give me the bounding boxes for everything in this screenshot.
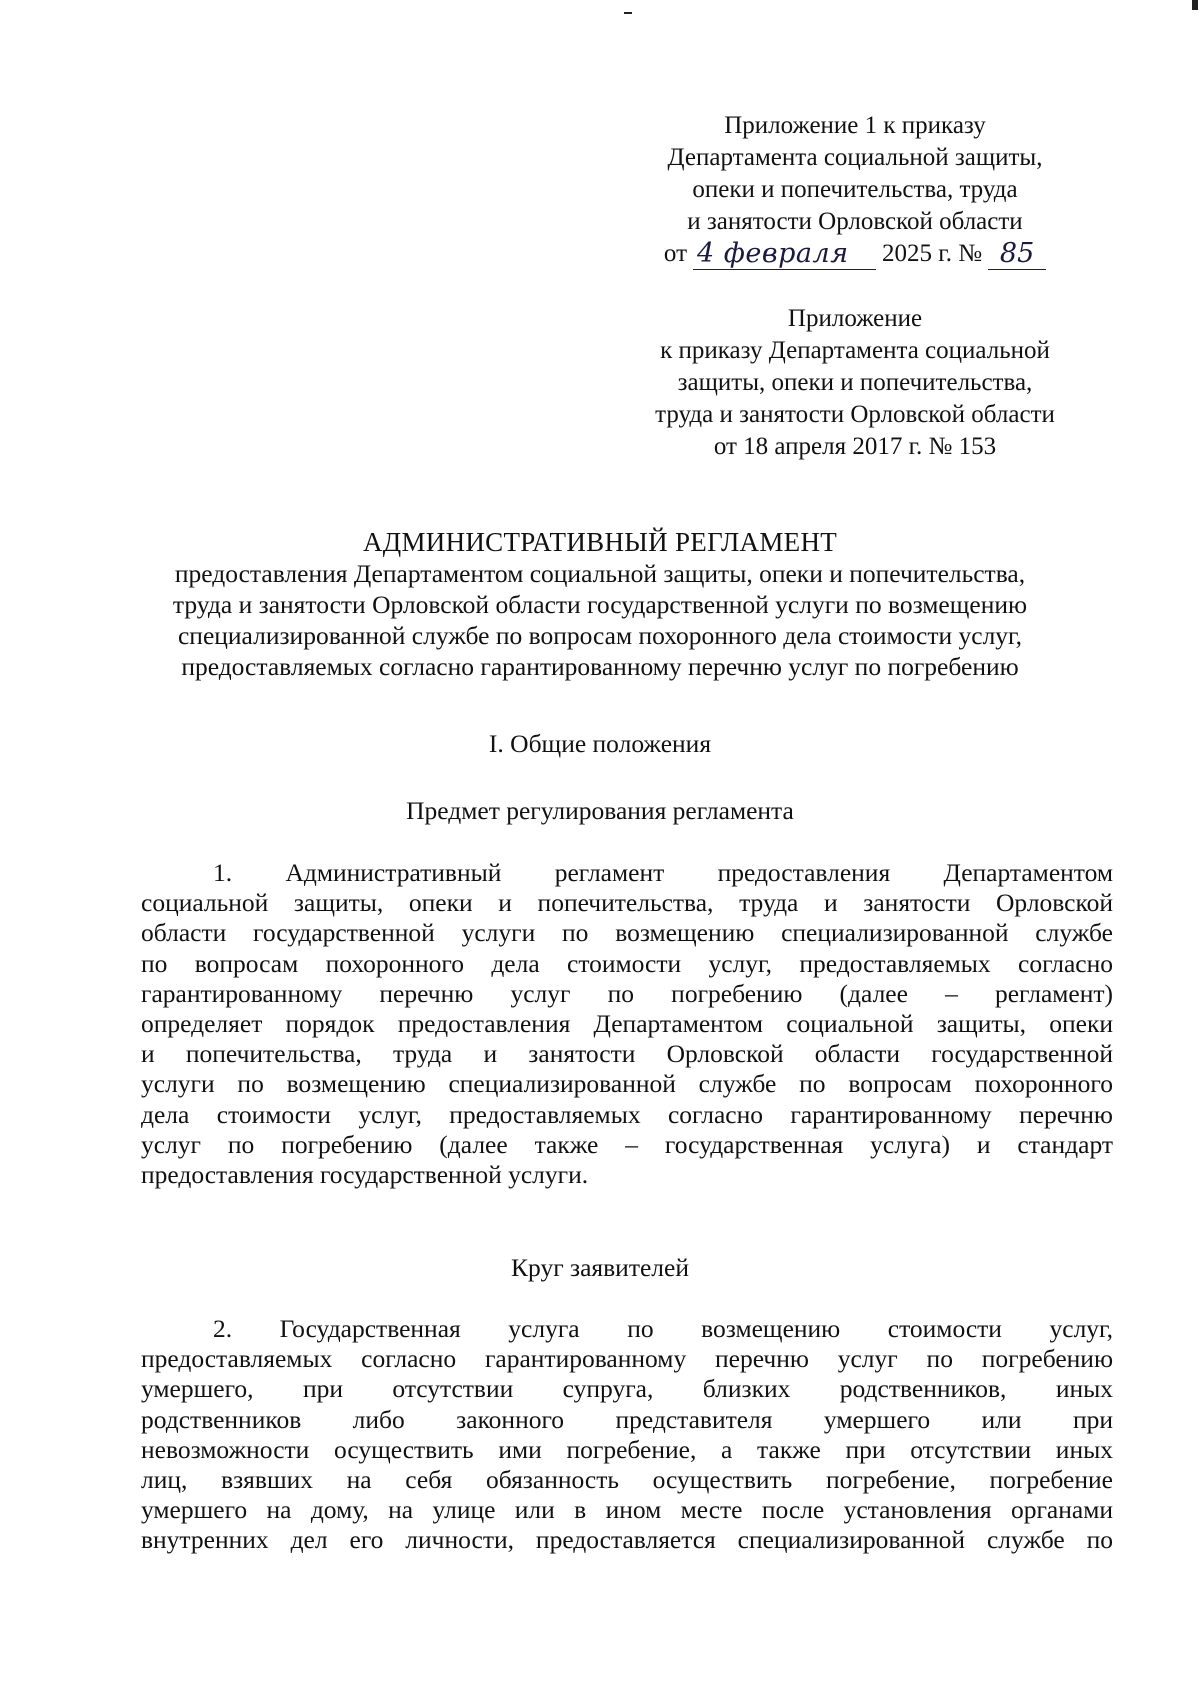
paragraph-line: по вопросам похоронного дела стоимости услуг, предоставляемых согласно: [141, 948, 1113, 978]
approval-line: к приказу Департамента социальной: [660, 337, 1050, 364]
subsection-heading: Предмет регулирования регламента: [406, 796, 794, 825]
scan-artifact-corner: [1192, 0, 1198, 10]
approval-line: Департамента социальной защиты,: [667, 144, 1043, 171]
approval-block-current: [590, 110, 1120, 270]
paragraph-1: [141, 858, 1113, 1190]
paragraph-line: внутренних дел его личности, предоставляется специализированной службе по: [141, 1525, 1113, 1555]
paragraph-line: социальной защиты, опеки и попечительства, труда и занятости Орловской: [141, 888, 1113, 918]
approval-block-original: [590, 303, 1120, 463]
title-subline: предоставляемых согласно гарантированному перечню услуг по погребению: [181, 652, 1019, 681]
subsection-heading-applicants: Круг заявителей: [511, 1253, 689, 1282]
paragraph-line: умершего на дому, на улице или в ином месте после установления органами: [141, 1495, 1113, 1525]
paragraph-line: дела стоимости услуг, предоставляемых согласно гарантированному перечню: [141, 1099, 1113, 1129]
document-title-block: [130, 527, 1070, 682]
approval-date-line: [590, 238, 1120, 270]
paragraph-line: и попечительства, труда и занятости Орловской области государственной: [141, 1039, 1113, 1069]
handwritten-date: 4 февраля: [693, 239, 876, 270]
paragraph-line: умершего, при отсутствии супруга, близких родственников, иных: [141, 1374, 1113, 1404]
paragraph-line: 2. Государственная услуга по возмещению стоимости услуг,: [213, 1314, 1113, 1343]
date-prefix: от: [663, 240, 688, 267]
approval-line: труда и занятости Орловской области: [655, 401, 1055, 428]
paragraph-line: невозможности осуществить ими погребение, а также при отсутствии иных: [141, 1434, 1113, 1464]
approval-line: опеки и попечительства, труда: [692, 176, 1018, 203]
paragraph-line: родственников либо законного представителя умершего или при: [141, 1404, 1113, 1434]
document-title: АДМИНИСТРАТИВНЫЙ РЕГЛАМЕНТ: [362, 527, 838, 557]
title-subline: специализированной службе по вопросам похоронного дела стоимости услуг,: [177, 621, 1022, 650]
paragraph-line: предоставления государственной услуги.: [141, 1160, 589, 1190]
paragraph-line: гарантированному перечню услуг по погребению (далее – регламент): [141, 978, 1113, 1008]
title-subline: труда и занятости Орловской области государственной услуги по возмещению: [172, 590, 1028, 619]
approval-line: защиты, опеки и попечительства,: [677, 369, 1033, 396]
paragraph-line: определяет порядок предоставления Департаментом социальной защиты, опеки: [141, 1009, 1113, 1039]
title-subline: предоставления Департаментом социальной защиты, опеки и попечительства,: [174, 559, 1026, 588]
approval-line: от 18 апреля 2017 г. № 153: [713, 433, 997, 460]
paragraph-2: [141, 1314, 1113, 1556]
approval-line: Приложение 1 к приказу: [724, 112, 986, 139]
paragraph-line: лиц, взявших на себя обязанность осуществить погребение, погребение: [141, 1465, 1113, 1495]
approval-line: и занятости Орловской области: [687, 208, 1023, 235]
approval-line: Приложение: [787, 305, 923, 332]
paragraph-line: предоставляемых согласно гарантированному перечню услуг по погребению: [141, 1344, 1113, 1374]
paragraph-line: области государственной услуги по возмещению специализированной службе: [141, 918, 1113, 948]
paragraph-line: услуг по погребению (далее также – государственная услуга) и стандарт: [141, 1129, 1113, 1159]
paragraph-line: услуги по возмещению специализированной службе по вопросам похоронного: [141, 1069, 1113, 1099]
date-suffix: 2025 г. №: [882, 240, 983, 267]
paragraph-line: 1. Административный регламент предоставления Департаментом: [213, 858, 1113, 887]
section-heading: I. Общие положения: [488, 729, 712, 758]
handwritten-number: 85: [988, 239, 1046, 270]
scan-artifact-top: [624, 12, 632, 14]
